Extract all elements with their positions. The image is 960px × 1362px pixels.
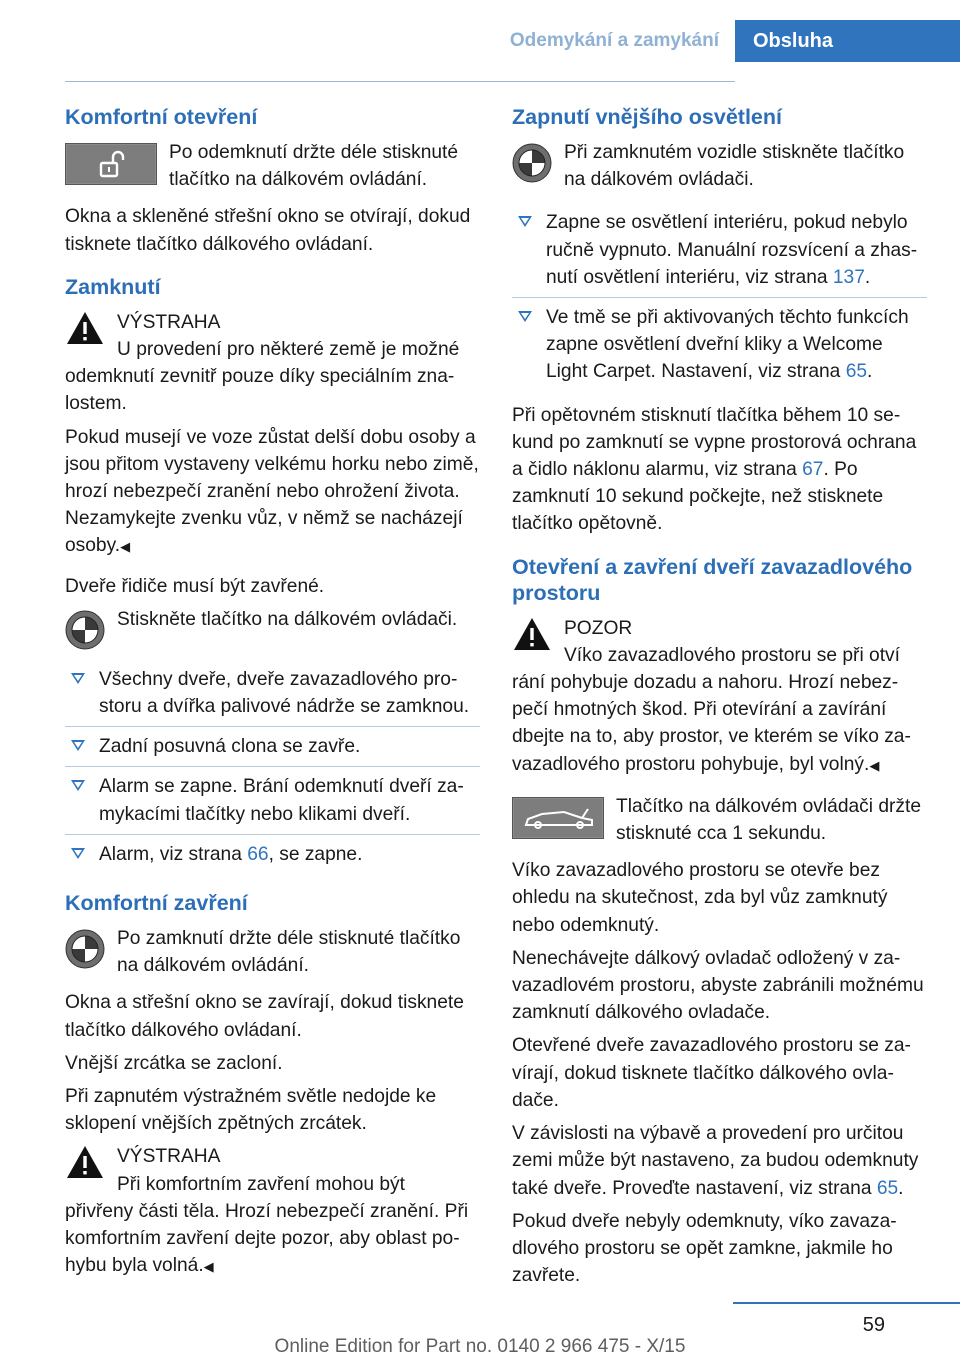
- bullet-triangle-icon: [71, 673, 85, 684]
- list-item: [65, 660, 480, 726]
- page-link[interactable]: 67: [802, 459, 824, 481]
- bmw-logo-icon: [512, 143, 552, 183]
- comfort-close-warning-text: [65, 1198, 480, 1281]
- lock-warning-first-line: U provedení pro některé země je možné: [117, 339, 460, 361]
- warning-triangle-icon: [512, 615, 552, 653]
- trunk-instruction: [512, 793, 927, 847]
- page-link[interactable]: 65: [876, 1177, 899, 1199]
- paragraph-text: .: [898, 1177, 904, 1199]
- lock-instruction: [65, 606, 480, 650]
- comfort-open-paragraph: Okna a skleněné střešní okno se otvírají, dokud tisknete tlačítko dálkového ovládaní.: [65, 206, 471, 255]
- header-chapter-title: Obsluha: [735, 20, 960, 62]
- heading-comfort-close: Komfortní zavření: [65, 891, 248, 916]
- list-item: [512, 203, 927, 297]
- list-item-text: Zadní posuvná clona se zavře.: [99, 736, 361, 758]
- lock-icon-text: Stiskněte tlačítko na dálkovém ovládači.: [117, 608, 458, 630]
- exterior-light-instruction: [512, 139, 927, 193]
- trunk-icon-text: Tlačítko na dálkovém ovládači držte stisknuté cca 1 sekundu.: [616, 795, 922, 845]
- list-item-text: Alarm, viz strana: [99, 843, 248, 865]
- list-item-text: Ve tmě se při aktivovaných těchto funkcích zapne osvětlení dveřní kliky a Welcome Light Carpet. Nastavení, viz strana: [546, 307, 909, 383]
- comfort-close-instruction: [65, 925, 480, 979]
- right-column: [512, 100, 927, 1295]
- trunk-para-5: Pokud dveře nebyly odemknuty, víko zavazadlového prostoru se opět zamkne, jakmile ho zavřete.: [512, 1210, 897, 1287]
- page-header: [0, 20, 960, 62]
- trunk-para-4: [512, 1120, 927, 1202]
- bullet-triangle-icon: [518, 311, 532, 322]
- bullet-triangle-icon: [71, 848, 85, 859]
- warning-triangle-icon: [65, 309, 105, 347]
- heading-comfort-open: Komfortní otevření: [65, 105, 258, 129]
- page-number: 59: [862, 1314, 885, 1336]
- heading-trunk: Otevření a zavření dveří zavazadlového prostoru: [512, 554, 913, 605]
- page-link[interactable]: 66: [247, 843, 269, 865]
- page-link[interactable]: 137: [832, 266, 865, 288]
- caution-body: rání pohybuje dozadu a nahoru. Hrozí nebezpečí hmotných škod. Při otevírání a zavírání dbejte na to, aby prostor, ve kterém se víko zavazadlového prostoru pohybuje, byl volný.: [512, 672, 911, 775]
- paragraph-text: Při opětovném stisknutí tlačítka během 10 sekund po zamknutí se vypne prostorová ochrana a čidlo náklonu alarmu, viz strana: [512, 404, 917, 481]
- lock-warning-para2: Pokud musejí ve voze zůstat delší dobu osoby a jsou přitom vystaveny velkému horku nebo zimě, hrozí nebezpečí zranění nebo ohrožení života. Nezamykejte zvenku vůz, v němž se nacházejí osoby.: [65, 426, 479, 557]
- footer-divider: [733, 1302, 960, 1304]
- comfort-close-icon-text: Po zamknutí držte déle stisknuté tlačítko na dálkovém ovládání.: [117, 928, 461, 977]
- trunk-icon: [512, 797, 604, 839]
- list-item-text: , se zapne.: [268, 843, 363, 865]
- lock-result-list: [65, 660, 480, 874]
- lock-door-condition: Dveře řidiče musí být zavřené.: [65, 575, 325, 597]
- footer-edition: [0, 1336, 960, 1358]
- header-divider: [65, 81, 735, 82]
- list-item-text: Alarm se zapne. Brání odemknutí dveří zamykacími tlačítky nebo klikami dveří.: [99, 776, 464, 825]
- end-mark: ◀: [120, 539, 131, 555]
- trunk-para-3: Otevřené dveře zavazadlového prostoru se zavírají, dokud tisknete tlačítko dálkového ovladače.: [512, 1035, 911, 1111]
- bullet-triangle-icon: [71, 780, 85, 791]
- lock-warning-text: odemknutí zevnitř pouze díky speciálním znalostem.: [65, 366, 455, 415]
- list-item-text: .: [867, 361, 873, 383]
- footer-edition-text: Online Edition for Part no. 0140 2 966 475 - X/15: [274, 1336, 686, 1357]
- lock-warning-text-2: [65, 424, 480, 561]
- list-item: [65, 726, 480, 766]
- lock-warning: [65, 309, 480, 561]
- exterior-light-paragraph: [512, 402, 927, 538]
- warning-body: přivřeny části těla. Hrozí nebezpečí zranění. Při komfortním zavření dejte pozor, aby oblast pohybu byla volná.: [65, 1200, 469, 1277]
- page-link[interactable]: 65: [845, 361, 868, 383]
- heading-lock: Zamknutí: [65, 274, 161, 299]
- trunk-caution: [512, 615, 927, 779]
- comfort-open-instruction: [65, 139, 480, 193]
- trunk-para-1: Víko zavazadlového prostoru se otevře bez ohledu na skutečnost, zda byl vůz zamknutý nebo odemknutý.: [512, 860, 888, 936]
- comfort-close-warning-first-line: Při komfortním zavření mohou být: [117, 1173, 405, 1195]
- list-item: [65, 766, 480, 833]
- list-item-text: Zapne se osvětlení interiéru, pokud nebylo ručně vypnuto. Manuální rozsvícení a zhasnutí osvětlení interiéru, viz strana: [546, 212, 918, 288]
- end-mark: ◀: [869, 757, 880, 773]
- paragraph-text: V závislosti na výbavě a provedení pro určitou zemi může být nastaveno, za budou odemknuty také dveře. Proveďte nastavení, viz strana: [512, 1123, 919, 1199]
- bmw-logo-icon: [65, 929, 105, 969]
- comfort-close-para-2: Vnější zrcátka se zacloní.: [65, 1052, 283, 1074]
- trunk-caution-text: [512, 669, 927, 779]
- comfort-close-warning: [65, 1143, 480, 1280]
- unlock-icon: [65, 143, 157, 185]
- exterior-light-icon-text: Při zamknutém vozidle stiskněte tlačítko na dálkovém ovládači.: [564, 142, 905, 191]
- list-item: [65, 834, 480, 874]
- bullet-triangle-icon: [518, 216, 532, 227]
- list-item-text: .: [864, 266, 871, 288]
- left-column: [65, 100, 480, 1287]
- exterior-light-list: [512, 203, 927, 391]
- comfort-close-para-3: Při zapnutém výstražném světle nedojde ke sklopení vnějších zpětných zrcátek.: [65, 1086, 437, 1135]
- bullet-triangle-icon: [71, 740, 85, 751]
- comfort-close-warning-label: VÝSTRAHA: [117, 1146, 221, 1168]
- comfort-open-icon-text: Po odemknutí držte déle stisknuté tlačítko na dálkovém ovládání.: [169, 142, 459, 191]
- trunk-caution-label: POZOR: [564, 617, 633, 639]
- header-section-title: Odemykání a zamykání: [509, 30, 719, 51]
- bmw-logo-icon: [65, 610, 105, 650]
- paragraph-text: . Po zamknutí 10 sekund počkejte, než stisknete tlačítko opětovně.: [512, 459, 884, 535]
- warning-triangle-icon: [65, 1143, 105, 1181]
- end-mark: ◀: [203, 1259, 214, 1275]
- trunk-para-2: Nenechávejte dálkový ovladač odložený v zavazadlovém prostoru, abyste zabránili možnému zamknutí dálkového ovladače.: [512, 947, 924, 1024]
- list-item-text: Všechny dveře, dveře zavazadlového prostoru a dvířka palivové nádrže se zamknou.: [99, 668, 470, 718]
- heading-exterior-light: Zapnutí vnějšího osvětlení: [512, 105, 782, 129]
- trunk-caution-first-line: Víko zavazadlového prostoru se při otví: [564, 644, 900, 666]
- lock-warning-label: VÝSTRAHA: [117, 311, 221, 333]
- comfort-close-para-1: Okna a střešní okno se zavírají, dokud tisknete tlačítko dálkového ovládaní.: [65, 992, 464, 1041]
- list-item: [512, 297, 927, 392]
